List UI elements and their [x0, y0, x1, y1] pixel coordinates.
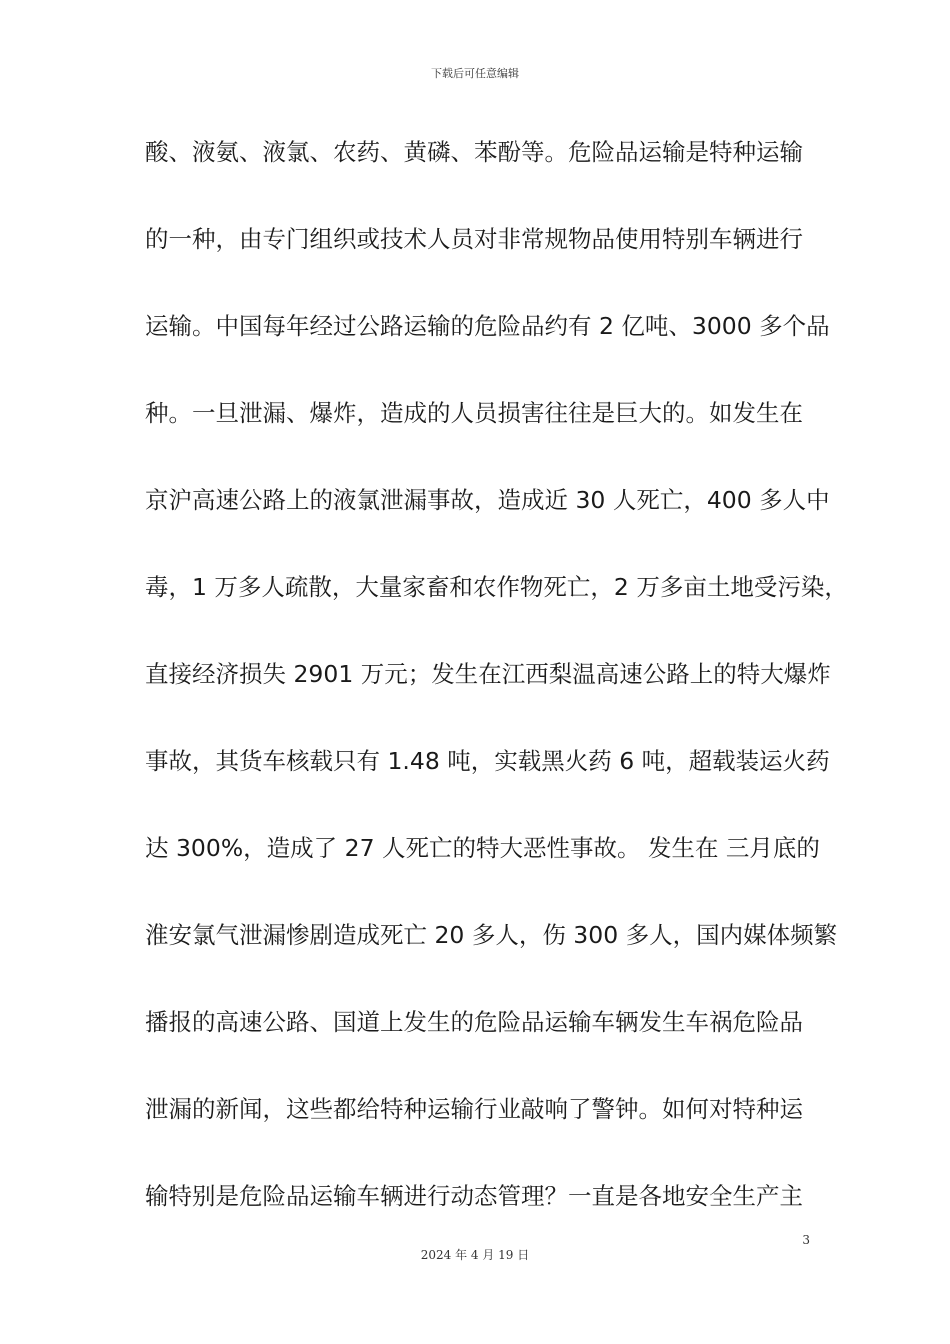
body-line: 种。一旦泄漏、爆炸，造成的人员损害往往是巨大的。如发生在	[145, 399, 803, 427]
body-line: 京沪高速公路上的液氯泄漏事故，造成近 30 人死亡，400 多人中	[145, 486, 830, 514]
body-line: 达 300%，造成了 27 人死亡的特大恶性事故。 发生在 三月底的	[145, 834, 820, 862]
body-line: 运输。中国每年经过公路运输的危险品约有 2 亿吨、3000 多个品	[145, 312, 830, 340]
body-line: 酸、液氨、液氯、农药、黄磷、苯酚等。危险品运输是特种运输	[145, 138, 803, 166]
body-line: 输特别是危险品运输车辆进行动态管理？一直是各地安全生产主	[145, 1182, 803, 1210]
page-header: 下载后可任意编辑	[431, 67, 519, 80]
body-line: 淮安氯气泄漏惨剧造成死亡 20 多人，伤 300 多人，国内媒体频繁	[145, 921, 838, 949]
body-line: 播报的高速公路、国道上发生的危险品运输车辆发生车祸危险品	[145, 1008, 803, 1036]
body-line: 毒，1 万多人疏散，大量家畜和农作物死亡，2 万多亩土地受污染，	[145, 573, 848, 601]
body-line: 直接经济损失 2901 万元；发生在江西梨温高速公路上的特大爆炸	[145, 660, 831, 688]
body-line: 泄漏的新闻，这些都给特种运输行业敲响了警钟。如何对特种运	[145, 1095, 803, 1123]
page-number: 3	[802, 1233, 810, 1247]
body-line: 事故，其货车核载只有 1.48 吨，实载黑火药 6 吨，超载装运火药	[145, 747, 830, 775]
body-line: 的一种，由专门组织或技术人员对非常规物品使用特别车辆进行	[145, 225, 803, 253]
document-body	[145, 130, 848, 1261]
page-footer-date: 2024 年 4 月 19 日	[420, 1248, 530, 1262]
